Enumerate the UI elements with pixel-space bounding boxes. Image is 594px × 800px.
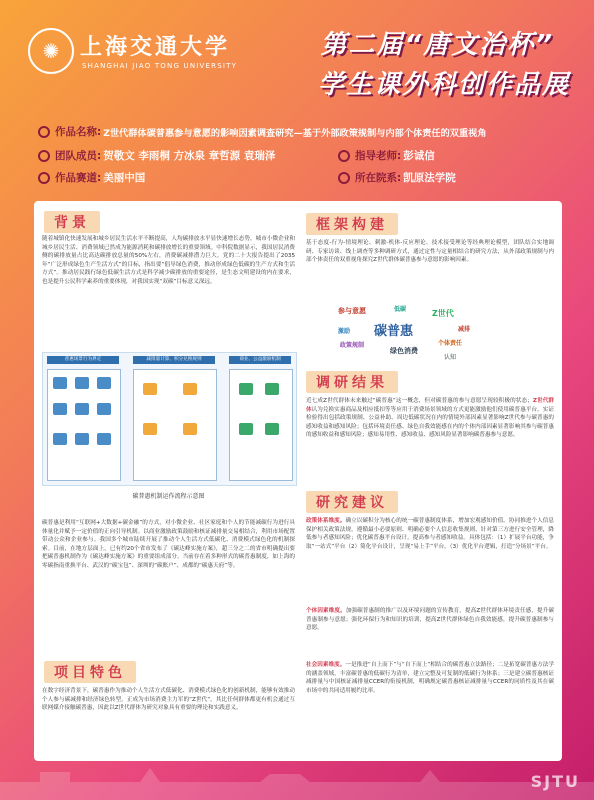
flow-diagram-caption: 碳普惠机制运作流程示意图 [132,493,205,500]
results-title: 调研结果 [306,371,398,393]
poster-header [0,0,594,118]
framework-text: 基于态度-行为-情境理论、刺激-机体-反应理论、技术接受理论等经典理论模型，团队结合实地调研、专家访谈、线上调查等多种调研方式，通过定性与定量相结合的研究方法，从外部政策规制与内部个体责任的双重视角探究Z世代群体碳普惠参与意愿的影响因素。 [306,240,554,264]
cloud-word: 绿色消费 [390,347,418,355]
university-name-en: SHANGHAI JIAO TONG UNIVERSITY [82,62,238,70]
team-value: 贺敬文 李雨桐 方冰泉 章哲源 袁瑞泽 [103,150,276,162]
work-name-label: 作品名称: [55,126,102,138]
background-text-2: 碳普惠是利用“互联网+大数据+碳金融”的方式，对小微企业、社区家庭和个人的节能减碳行为进行具体量化并赋予一定价值的正向引导机制。以商业激励政策鼓励和核证减排量交易相结合，利用市场配置带动公众和企业参与。我国多个城市陆续开展了推动个人生活方式低碳化、消费模式绿色化的机制探索。目前，在地方层面上，已有约20个省市发布了《碳达峰实施方案》，超三分之二的省市明确提出要把碳普惠机制作为《碳达峰实施方案》的重要组成部分。当前存在着多种形式的碳普惠制度，如上海的零碳指南重换平台、武汉的“碳宝包”、深圳的“碳账户”、成都的“碳惠天府”等。 [42,520,295,569]
suggestion-policy [306,517,554,551]
track-label: 作品赛道: [55,172,102,184]
suggestion-social-text: 一是推进“自上而下”与“自下而上”相结合的碳普惠立法路径；二是拓宽碳普惠方法学的涵盖领域，丰富碳普惠的低碳行为清单，建立完整及可复制的低碳行为体系；三是建立碳普惠核证减排量与中国核证减排量CCER的衔接机制，明确规定碳普惠核证减排量与CCER的同质性及其在碳市场中的共同适用履约比率。 [306,662,554,694]
charity-icon [265,383,279,395]
advisor-row [338,148,435,163]
suggestion-social-heading: 社会因素维度。 [306,662,346,668]
suggestions-title: 研究建议 [306,491,398,513]
results-text-b: 认为兑换实惠商品及相应抵扣等等应用于消费场景领域的方式更能激励他们使用碳普惠平台。实证检验得出包括政策规制、公益补助、周边低碳状况在内的情境外部因素显著影响Z世代参与碳普惠的感知收益和感知风险；包括环境责任感、绿色自我效能感在内的个体内部因素显著影响其参与碳普惠的感知收益和感知风险；感知易用性、感知收益、感知风险显著影响碳普惠参与意愿。 [306,406,554,439]
cloud-word: 参与意愿 [338,307,366,315]
work-name-value: Z世代群体碳普惠参与意愿的影响因素调查研究—基于外部政策规制与内部个体责任的双重视角 [103,127,487,139]
college-value: 凯原法学院 [403,172,456,184]
university-name-cn: 上海交通大学 [80,34,231,60]
flow-band-2: 减排量计算、积分兑换规则 [133,356,215,364]
cloud-word: 政策规制 [340,342,365,349]
flow-band-1: 普惠场景行为界定 [47,356,119,364]
bullet-ring-icon [38,126,50,138]
cloud-word: 激励 [338,328,351,335]
suggestion-social [306,661,554,695]
recycle-icon [97,377,111,389]
feature-text: 在数字经济背景下，碳普惠作为推动个人生活方式低碳化、消费模式绿色化的创新机制，能够有效推动个人参与碳减排和经济绿色转型。正成为市场消费主力军的“Z世代”，其比任何群体都更有机会通过互联网媒介接触碳普惠，因此以Z世代群体为研究对象具有重要的理论和实践意义。 [42,688,295,712]
bike-icon [97,403,111,415]
shopping-icon [53,403,67,415]
cloud-word: 认知 [444,354,457,361]
team-row [38,148,275,163]
framework-title: 框架构建 [306,213,398,235]
cloud-word: 减排 [458,326,471,333]
bullet-ring-icon [338,150,350,162]
cloud-word: 低碳 [394,306,407,313]
suggestion-policy-text: 确立以碳积分为核心的统一碳普惠制度体系，增加宏观感知价值。协同推进个人信息保护相关政策法规，遵循最小必要原则、明确必要个人信息收集规则、针对第三方进行安全管理，降低参与者感知风险；优化碳普惠平台设计，提高参与者感知收益。具体包括：（1）扩展平台功能，争取“一站式”平台（2）简化平台设计，呈现“易上手”平台。（3）优化平台逻辑，打造“分场景”平台。 [306,518,554,550]
flow-band-3: 商业、公益激励机制 [229,356,291,364]
poster-title-line2: 学生课外科创作品展 [317,70,570,100]
cloud-word: 碳普惠 [374,324,414,339]
university-seal-icon [28,28,74,74]
college-row [338,170,456,185]
cloud-word: 个体责任 [438,340,463,347]
suggestion-individual-heading: 个体因素维度。 [306,608,346,614]
advisor-value: 彭诚信 [403,150,435,162]
suggestion-policy-heading: 政策体系维度。 [306,518,346,524]
building-icon [53,433,67,445]
bullet-ring-icon [38,150,50,162]
feature-title: 项目特色 [44,661,136,683]
advisor-label: 指导老师: [355,150,402,162]
cloud-word: Z世代 [432,309,454,318]
college-label: 所在院系: [355,172,402,184]
background-title: 背景 [44,211,100,233]
energy-icon [75,377,89,389]
track-value: 美丽中国 [103,172,146,184]
tree-icon [75,433,89,445]
results-highlight: Z世代群体 [306,398,554,413]
sjtu-mark: SJTU [530,772,580,791]
suggestion-individual [306,607,554,633]
keyword-cloud [334,302,494,366]
content-panel [34,201,562,761]
bullet-ring-icon [38,172,50,184]
commerce-icon [239,383,253,395]
carbon-inclusion-flow-diagram [42,352,297,486]
team-label: 团队成员: [55,150,102,162]
suggestion-individual-text: 加强碳普惠制的推广以及环境问题的宣传教育，提高Z世代群体环境责任感，提升碳普惠制参与意愿；强化环保行为和知识的培训，提高Z世代群体绿色自我效能感，提升碳普惠制参与意愿。 [306,608,554,632]
exchange-icon [183,423,197,435]
points-icon [183,383,197,395]
phone-icon [97,433,111,445]
background-text: 随着城镇化快速发展和城乡居民生活水平不断提高，人均碳排放水平显快速增长态势，城市小微企业和城乡居民生活、消费领域已然成为能源消耗和碳排放增长的重要领域。中科院数据显示，我国居民消费侧的碳排放量占比高达碳排放总量的50%左右，消费碳减排潜力巨大。党的二十大报告提出了2035年“广泛形成绿色生产生活方式”的目标，指出要“倡导绿色消费，推动形成绿色低碳的生产方式和生活方式”。推动居民践行绿色低碳生活方式是科学减少碳排放的重要途径，是生态文明建设的内在要求，也是提升公民科学素养的重要体现，对我国实现“双碳”目标意义深远。 [42,236,295,285]
platform-icon [143,423,157,435]
track-row [38,170,145,185]
food-icon [75,403,89,415]
campus-skyline-decoration [0,762,594,800]
trade-icon [265,423,279,435]
bullet-ring-icon [338,172,350,184]
results-text [306,397,554,440]
project-info [38,124,578,190]
calculator-icon [143,383,157,395]
poster-title-line1: 第二届“唐文治杯” [320,30,554,60]
seal-glyph: ✺ [42,39,60,63]
reward-icon [239,423,253,435]
results-text-a: 近七成Z世代群体未来触过“碳普惠”这一概念，但对碳普惠的参与意愿呈现较积极的状态； [306,398,533,404]
work-name-row [38,124,487,139]
transport-icon [53,377,67,389]
